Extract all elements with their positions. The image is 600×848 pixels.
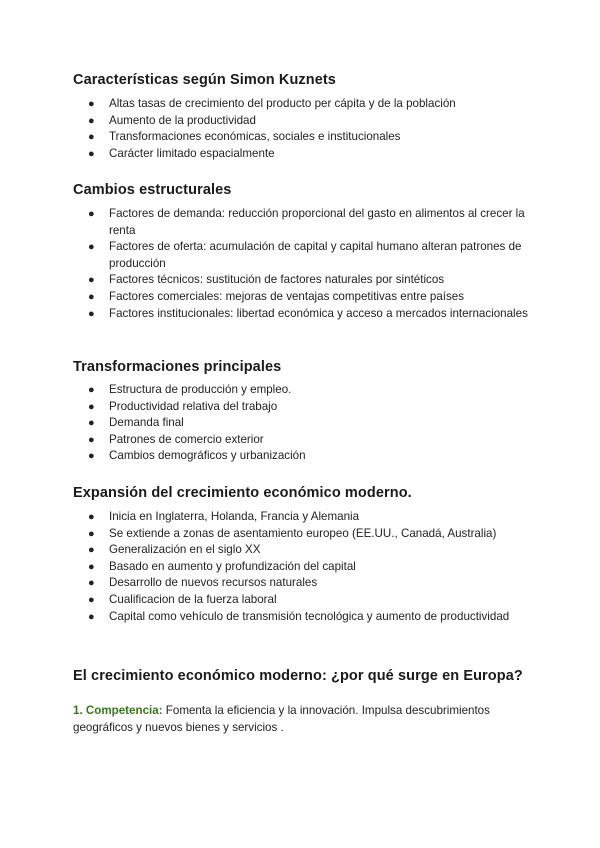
bullet-icon: ● xyxy=(88,433,95,446)
heading-kuznets: Características según Simon Kuznets xyxy=(73,72,336,88)
list-item: ● Basado en aumento y profundización del capital xyxy=(88,559,528,576)
heading-expansion: Expansión del crecimiento económico moderno. xyxy=(73,485,412,501)
competencia-text: Fomenta la eficiencia y la innovación. Impulsa descubrimientos geográficos y nuevos bienes y servicios . xyxy=(73,704,490,734)
bullet-icon: ● xyxy=(88,114,95,127)
bullet-icon: ● xyxy=(88,610,95,623)
bullet-icon: ● xyxy=(88,307,95,320)
list-item: ● Factores comerciales: mejoras de ventajas competitivas entre países xyxy=(88,289,528,306)
bullet-icon: ● xyxy=(88,290,95,303)
list-item: ● Demanda final xyxy=(88,415,528,432)
bullet-icon: ● xyxy=(88,593,95,606)
list-expansion xyxy=(88,509,528,625)
list-item: ● Patrones de comercio exterior xyxy=(88,432,528,449)
bullet-icon: ● xyxy=(88,560,95,573)
list-transformaciones xyxy=(88,382,528,465)
heading-europa: El crecimiento económico moderno: ¿por qué surge en Europa? xyxy=(73,668,523,684)
list-item: ● Factores técnicos: sustitución de factores naturales por sintéticos xyxy=(88,272,528,289)
bullet-icon: ● xyxy=(88,417,95,430)
bullet-icon: ● xyxy=(88,577,95,590)
list-item: ● Factores institucionales: libertad económica y acceso a mercados internacionales xyxy=(88,306,528,323)
bullet-icon: ● xyxy=(88,98,95,110)
bullet-icon: ● xyxy=(88,511,95,523)
list-item: ● Carácter limitado espacialmente xyxy=(88,146,528,163)
heading-cambios: Cambios estructurales xyxy=(73,182,232,198)
competencia-paragraph xyxy=(73,703,533,736)
list-item: ● Estructura de producción y empleo. xyxy=(88,382,528,399)
list-item: ● Factores de demanda: reducción proporcional del gasto en alimentos al crecer la renta xyxy=(88,207,525,237)
list-item: ● Cualificacion de la fuerza laboral xyxy=(88,592,528,609)
list-kuznets xyxy=(88,96,528,162)
list-item: ● Generalización en el siglo XX xyxy=(88,542,528,559)
bullet-icon: ● xyxy=(88,274,95,287)
competencia-label: 1. Competencia: xyxy=(73,704,163,717)
list-item: ● Aumento de la productividad xyxy=(88,113,528,130)
list-cambios xyxy=(88,206,528,322)
list-item: ● Transformaciones económicas, sociales e institucionales xyxy=(88,129,528,146)
bullet-icon: ● xyxy=(88,208,95,220)
bullet-icon: ● xyxy=(88,527,95,540)
bullet-icon: ● xyxy=(88,241,95,254)
list-item: ● Inicia en Inglaterra, Holanda, Francia y Alemania xyxy=(88,509,528,526)
list-item: ● Capital como vehículo de transmisión tecnológica y aumento de productividad xyxy=(88,609,528,626)
list-item: ● Factores de oferta: acumulación de capital y capital humano alteran patrones de producción xyxy=(88,240,522,270)
list-item: ● Productividad relativa del trabajo xyxy=(88,399,528,416)
bullet-icon: ● xyxy=(88,147,95,160)
bullet-icon: ● xyxy=(88,384,95,396)
bullet-icon: ● xyxy=(88,450,95,463)
list-item: ● Desarrollo de nuevos recursos naturales xyxy=(88,575,528,592)
bullet-icon: ● xyxy=(88,131,95,144)
list-item: ● Se extiende a zonas de asentamiento europeo (EE.UU., Canadá, Australia) xyxy=(88,526,528,543)
heading-transformaciones: Transformaciones principales xyxy=(73,359,282,375)
list-item: ● Altas tasas de crecimiento del producto per cápita y de la población xyxy=(88,96,528,113)
bullet-icon: ● xyxy=(88,544,95,557)
list-item: ● Cambios demográficos y urbanización xyxy=(88,448,528,465)
bullet-icon: ● xyxy=(88,400,95,413)
